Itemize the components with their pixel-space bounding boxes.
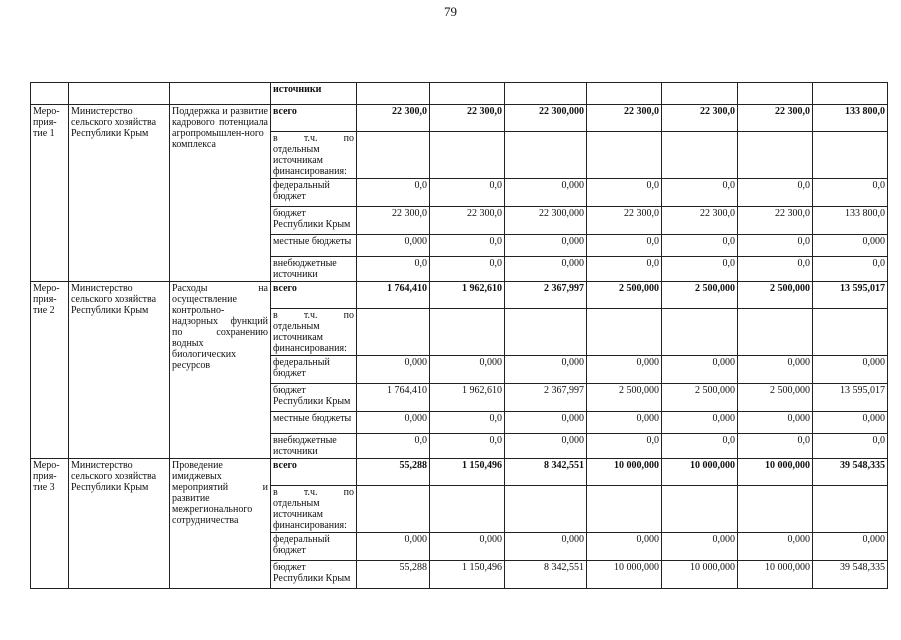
value-cell: 0,0 (662, 434, 738, 459)
value-cell (430, 309, 505, 356)
value-cell: 0,000 (430, 533, 505, 561)
value-cell: 39 548,335 (813, 561, 888, 589)
value-cell (738, 309, 813, 356)
value-cell (505, 132, 587, 179)
activity-code: Меро-прия-тие 1 (31, 105, 69, 282)
source-label: источники (271, 83, 357, 105)
value-cell: 0,000 (505, 356, 587, 384)
source-label: местные бюджеты (271, 412, 357, 434)
value-cell: 0,0 (662, 179, 738, 207)
value-cell (738, 132, 813, 179)
activity-name: Расходы на осуществление контрольно-надзорных функций по сохранению водных биологических ресурсов (170, 282, 271, 459)
value-cell: 0,0 (587, 235, 662, 257)
value-cell: 10 000,000 (662, 459, 738, 486)
value-cell: 22 300,000 (505, 207, 587, 235)
value-cell (813, 132, 888, 179)
budget-table (30, 82, 888, 589)
source-label: местные бюджеты (271, 235, 357, 257)
table-row (31, 105, 888, 132)
value-cell (662, 83, 738, 105)
value-cell: 0,000 (357, 235, 430, 257)
value-cell: 0,000 (505, 235, 587, 257)
value-cell (357, 83, 430, 105)
activity-name: Проведение имиджевых мероприятий и развитие межрегионального сотрудничества (170, 459, 271, 589)
value-cell: 0,000 (505, 412, 587, 434)
value-cell: 0,0 (813, 257, 888, 282)
value-cell (813, 83, 888, 105)
value-cell: 0,000 (505, 257, 587, 282)
value-cell: 22 300,000 (505, 105, 587, 132)
value-cell: 13 595,017 (813, 384, 888, 412)
activity-code: Меро-прия-тие 3 (31, 459, 69, 589)
value-cell: 10 000,000 (587, 561, 662, 589)
value-cell: 0,0 (738, 434, 813, 459)
value-cell: 0,0 (357, 434, 430, 459)
value-cell: 0,0 (587, 434, 662, 459)
value-cell: 0,000 (430, 356, 505, 384)
value-cell: 1 764,410 (357, 384, 430, 412)
value-cell: 0,000 (505, 533, 587, 561)
value-cell: 1 150,496 (430, 459, 505, 486)
value-cell: 22 300,0 (357, 207, 430, 235)
value-cell (430, 132, 505, 179)
source-label: федеральный бюджет (271, 356, 357, 384)
value-cell: 0,000 (662, 412, 738, 434)
value-cell (505, 486, 587, 533)
source-label: бюджет Республики Крым (271, 384, 357, 412)
value-cell: 39 548,335 (813, 459, 888, 486)
value-cell: 0,000 (505, 179, 587, 207)
value-cell: 0,000 (813, 412, 888, 434)
value-cell: 22 300,0 (738, 105, 813, 132)
value-cell: 1 962,610 (430, 384, 505, 412)
value-cell: 2 500,000 (662, 282, 738, 309)
value-cell (662, 132, 738, 179)
value-cell: 1 150,496 (430, 561, 505, 589)
value-cell: 2 500,000 (587, 282, 662, 309)
value-cell (357, 132, 430, 179)
executor-cell (69, 83, 170, 105)
value-cell: 22 300,0 (662, 207, 738, 235)
value-cell: 2 367,997 (505, 282, 587, 309)
value-cell: 0,000 (813, 533, 888, 561)
value-cell: 0,000 (662, 533, 738, 561)
value-cell: 55,288 (357, 561, 430, 589)
activity-code: Меро-прия-тие 2 (31, 282, 69, 459)
source-label: бюджет Республики Крым (271, 207, 357, 235)
value-cell: 0,000 (813, 235, 888, 257)
value-cell: 0,0 (430, 235, 505, 257)
value-cell: 0,000 (587, 533, 662, 561)
source-label: федеральный бюджет (271, 179, 357, 207)
value-cell: 55,288 (357, 459, 430, 486)
source-label: внебюджетные источники (271, 257, 357, 282)
value-cell: 1 962,610 (430, 282, 505, 309)
value-cell: 0,0 (813, 434, 888, 459)
value-cell (505, 309, 587, 356)
value-cell (662, 309, 738, 356)
value-cell: 0,0 (813, 179, 888, 207)
value-cell (738, 486, 813, 533)
value-cell (813, 486, 888, 533)
value-cell: 22 300,0 (357, 105, 430, 132)
value-cell: 0,000 (738, 356, 813, 384)
value-cell: 0,000 (587, 412, 662, 434)
value-cell: 22 300,0 (738, 207, 813, 235)
value-cell: 10 000,000 (738, 561, 813, 589)
value-cell: 0,000 (662, 356, 738, 384)
source-label: всего (271, 105, 357, 132)
value-cell: 0,0 (738, 257, 813, 282)
value-cell: 0,0 (430, 412, 505, 434)
source-label: внебюджетные источники (271, 434, 357, 459)
value-cell: 0,0 (738, 179, 813, 207)
value-cell: 10 000,000 (738, 459, 813, 486)
source-label: бюджет Республики Крым (271, 561, 357, 589)
value-cell: 22 300,0 (587, 207, 662, 235)
page-number: 79 (444, 4, 457, 19)
value-cell: 0,0 (662, 257, 738, 282)
value-cell: 0,0 (357, 179, 430, 207)
activity-name: Поддержка и развитие кадрового потенциала агропромышлен-ного комплекса (170, 105, 271, 282)
value-cell: 0,000 (587, 356, 662, 384)
value-cell: 22 300,0 (430, 207, 505, 235)
value-cell: 0,0 (430, 179, 505, 207)
value-cell: 13 595,017 (813, 282, 888, 309)
value-cell: 0,000 (357, 412, 430, 434)
table-row (31, 459, 888, 486)
value-cell: 0,0 (587, 257, 662, 282)
value-cell (738, 83, 813, 105)
source-label: всего (271, 282, 357, 309)
activity-executor: Министерство сельского хозяйства Республики Крым (69, 459, 170, 589)
code-cell (31, 83, 69, 105)
value-cell: 2 500,000 (587, 384, 662, 412)
value-cell: 0,000 (357, 533, 430, 561)
value-cell (587, 486, 662, 533)
value-cell (587, 309, 662, 356)
value-cell: 8 342,551 (505, 561, 587, 589)
value-cell (587, 132, 662, 179)
source-label: в т.ч. по отдельным источникам финансирования: (271, 132, 357, 179)
value-cell: 10 000,000 (662, 561, 738, 589)
value-cell: 1 764,410 (357, 282, 430, 309)
value-cell: 2 500,000 (738, 384, 813, 412)
value-cell: 133 800,0 (813, 105, 888, 132)
value-cell: 133 800,0 (813, 207, 888, 235)
value-cell: 0,000 (813, 356, 888, 384)
value-cell (357, 486, 430, 533)
value-cell: 22 300,0 (430, 105, 505, 132)
value-cell: 0,000 (738, 533, 813, 561)
source-label: в т.ч. по отдельным источникам финансирования: (271, 309, 357, 356)
table-row (31, 282, 888, 309)
value-cell: 0,000 (357, 356, 430, 384)
value-cell (587, 83, 662, 105)
value-cell: 0,0 (738, 235, 813, 257)
activity-executor: Министерство сельского хозяйства Республики Крым (69, 105, 170, 282)
value-cell (357, 309, 430, 356)
value-cell: 0,000 (505, 434, 587, 459)
value-cell (430, 83, 505, 105)
value-cell: 10 000,000 (587, 459, 662, 486)
value-cell: 2 500,000 (738, 282, 813, 309)
value-cell: 0,0 (357, 257, 430, 282)
value-cell (813, 309, 888, 356)
value-cell: 2 367,997 (505, 384, 587, 412)
value-cell (505, 83, 587, 105)
source-label: федеральный бюджет (271, 533, 357, 561)
activity-executor: Министерство сельского хозяйства Республики Крым (69, 282, 170, 459)
value-cell: 22 300,0 (587, 105, 662, 132)
value-cell: 22 300,0 (662, 105, 738, 132)
source-label: всего (271, 459, 357, 486)
value-cell: 2 500,000 (662, 384, 738, 412)
value-cell: 0,0 (662, 235, 738, 257)
activity-name-cell (170, 83, 271, 105)
value-cell: 0,0 (430, 434, 505, 459)
value-cell: 0,0 (430, 257, 505, 282)
source-label: в т.ч. по отдельным источникам финансирования: (271, 486, 357, 533)
value-cell: 0,000 (738, 412, 813, 434)
table-body (31, 83, 888, 589)
value-cell (662, 486, 738, 533)
value-cell: 8 342,551 (505, 459, 587, 486)
table-row-header (31, 83, 888, 105)
value-cell (430, 486, 505, 533)
value-cell: 0,0 (587, 179, 662, 207)
